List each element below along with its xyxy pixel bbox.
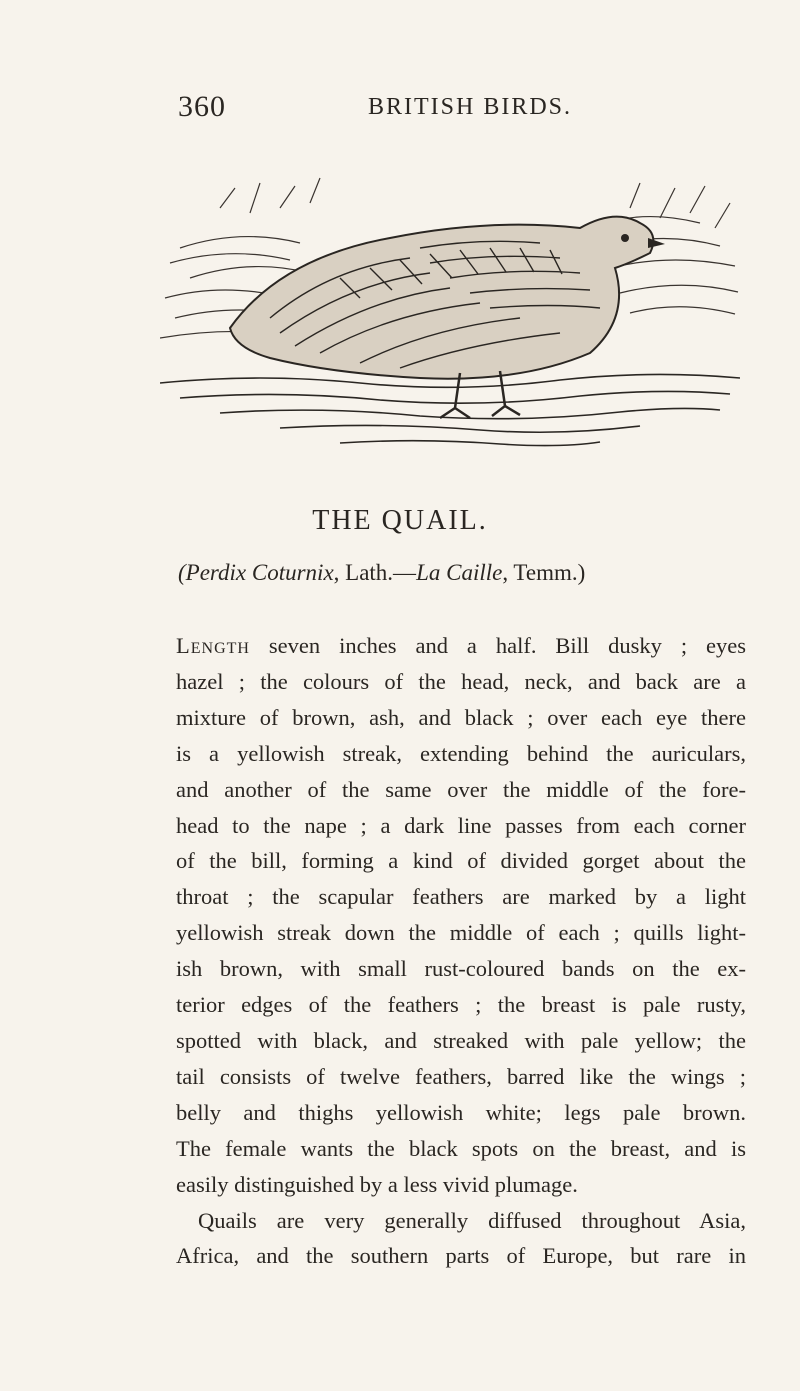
quail-engraving: [160, 168, 740, 458]
text-line: tail consists of twelve feathers, barred like the wings ;: [176, 1063, 746, 1089]
text-line-content: seven inches and a half. Bill dusky ; eyes: [249, 633, 746, 658]
text-line: throat ; the scapular feathers are marked by a light: [176, 884, 746, 910]
text-line: ish brown, with small rust-coloured bands on the ex-: [176, 956, 746, 982]
french-name: La Caille: [416, 560, 503, 585]
authority-2: , Temm.): [502, 560, 586, 585]
text-line: hazel ; the colours of the head, neck, and back are a: [176, 668, 746, 694]
text-line: spotted with black, and streaked with pale yellow; the: [176, 1027, 746, 1053]
text-line: mixture of brown, ash, and black ; over each eye there: [176, 704, 746, 730]
text-line: terior edges of the feathers ; the breast is pale rusty,: [176, 992, 746, 1018]
text-line: Africa, and the southern parts of Europe, but rare in: [176, 1243, 746, 1269]
text-line: [176, 628, 746, 664]
synonymy-line: [178, 560, 585, 586]
body-text: [176, 628, 746, 1274]
text-line: easily distinguished by a less vivid plumage.: [176, 1171, 578, 1197]
text-line: Quails are very generally diffused throughout Asia,: [198, 1207, 746, 1233]
entry-title: THE QUAIL.: [312, 505, 488, 536]
page-number: 360: [178, 90, 226, 123]
paragraph-description: [176, 628, 746, 1203]
text-line: is a yellowish streak, extending behind the auriculars,: [176, 740, 746, 766]
text-line: belly and thighs yellowish white; legs pale brown.: [176, 1099, 746, 1125]
lead-word: Length: [176, 633, 250, 658]
text-line: of the bill, forming a kind of divided gorget about the: [176, 848, 746, 874]
text-line: head to the nape ; a dark line passes from each corner: [176, 812, 746, 838]
running-head: BRITISH BIRDS.: [368, 94, 573, 120]
synonymy-open: (: [178, 560, 186, 585]
paragraph-distribution: [176, 1203, 746, 1275]
text-line: The female wants the black spots on the breast, and is: [176, 1135, 746, 1161]
text-line: and another of the same over the middle of the fore-: [176, 776, 746, 802]
authority-1: , Lath.—: [333, 560, 417, 585]
text-line: yellowish streak down the middle of each ; quills light-: [176, 920, 746, 946]
scientific-name: Perdix Coturnix: [185, 560, 334, 585]
